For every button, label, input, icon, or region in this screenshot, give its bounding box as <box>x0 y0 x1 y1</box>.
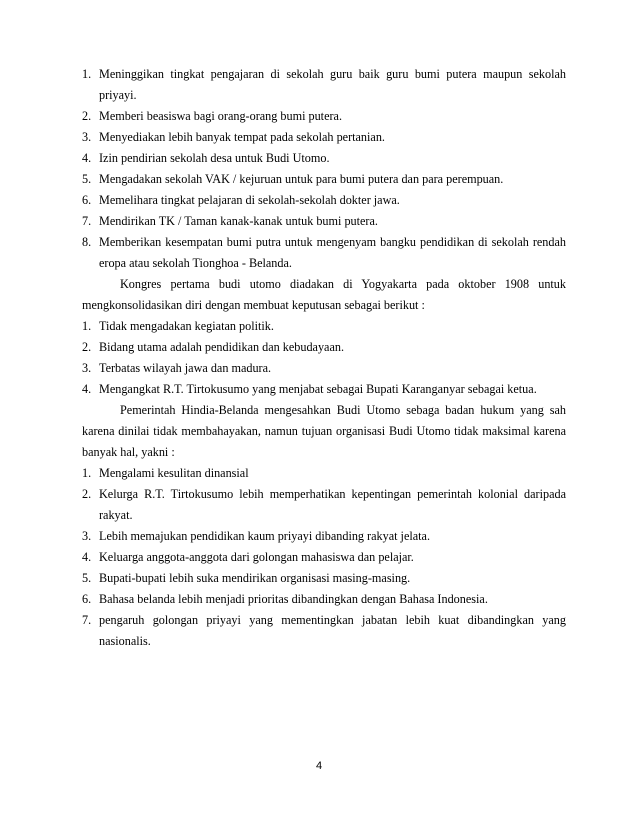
list-item <box>82 484 566 526</box>
list-text: Menyediakan lebih banyak tempat pada sekolah pertanian. <box>99 130 385 144</box>
list-item <box>82 211 566 232</box>
list-text: pengaruh golongan priyayi yang mementingkan jabatan lebih kuat dibandingkan yang nasionalis. <box>99 613 566 648</box>
program-list <box>82 64 566 274</box>
list-number: 3. <box>82 130 92 144</box>
list-item <box>82 337 566 358</box>
list-number: 1. <box>82 67 92 81</box>
list-number: 2. <box>82 109 92 123</box>
list-item <box>82 190 566 211</box>
list-number: 4. <box>82 550 92 564</box>
list-item <box>82 589 566 610</box>
list-item <box>82 379 566 400</box>
list-item <box>82 148 566 169</box>
list-item <box>82 316 566 337</box>
list-text: Kelurga R.T. Tirtokusumo lebih memperhatikan kepentingan pemerintah kolonial daripada rakyat. <box>99 487 566 522</box>
list-number: 4. <box>82 382 92 396</box>
list-item <box>82 610 566 652</box>
list-item <box>82 64 566 106</box>
list-text: Bahasa belanda lebih menjadi prioritas dibandingkan dengan Bahasa Indonesia. <box>99 592 488 606</box>
list-text: Memberi beasiswa bagi orang-orang bumi putera. <box>99 109 342 123</box>
list-item <box>82 169 566 190</box>
list-number: 5. <box>82 172 92 186</box>
list-number: 1. <box>82 319 92 333</box>
list-number: 3. <box>82 529 92 543</box>
list-text: Tidak mengadakan kegiatan politik. <box>99 319 274 333</box>
list-number: 2. <box>82 487 92 501</box>
list-text: Keluarga anggota-anggota dari golongan mahasiswa dan pelajar. <box>99 550 414 564</box>
list-number: 6. <box>82 193 92 207</box>
list-text: Memelihara tingkat pelajaran di sekolah-sekolah dokter jawa. <box>99 193 400 207</box>
list-text: Terbatas wilayah jawa dan madura. <box>99 361 272 375</box>
list-text: Memberikan kesempatan bumi putra untuk mengenyam bangku pendidikan di sekolah rendah eropa atau sekolah Tionghoa - Belanda. <box>99 235 566 270</box>
list-number: 5. <box>82 571 92 585</box>
list-number: 8. <box>82 235 92 249</box>
list-item <box>82 106 566 127</box>
list-text: Mengangkat R.T. Tirtokusumo yang menjabat sebagai Bupati Karanganyar sebagai ketua. <box>99 382 537 396</box>
list-text: Lebih memajukan pendidikan kaum priyayi dibanding rakyat jelata. <box>99 529 430 543</box>
list-item <box>82 463 566 484</box>
government-paragraph: Pemerintah Hindia-Belanda mengesahkan Budi Utomo sebaga badan hukum yang sah karena dinilai tidak membahayakan, namun tujuan organisasi Budi Utomo tidak maksimal karena banyak hal, yakni : <box>82 403 566 459</box>
list-item <box>82 526 566 547</box>
list-number: 6. <box>82 592 92 606</box>
list-text: Mengadakan sekolah VAK / kejuruan untuk para bumi putera dan para perempuan. <box>99 172 504 186</box>
congress-decisions-list <box>82 316 566 400</box>
list-number: 3. <box>82 361 92 375</box>
list-number: 2. <box>82 340 92 354</box>
list-text: Izin pendirian sekolah desa untuk Budi Utomo. <box>99 151 330 165</box>
obstacles-list <box>82 463 566 652</box>
page-number: 4 <box>315 760 323 772</box>
list-number: 7. <box>82 214 92 228</box>
list-item <box>82 232 566 274</box>
list-item <box>82 547 566 568</box>
list-number: 1. <box>82 466 92 480</box>
list-number: 4. <box>82 151 92 165</box>
page-content <box>82 64 566 652</box>
congress-paragraph: Kongres pertama budi utomo diadakan di Yogyakarta pada oktober 1908 untuk mengkonsolidasikan diri dengan membuat keputusan sebagai berikut : <box>82 277 566 312</box>
list-text: Mengalami kesulitan dinansial <box>99 466 249 480</box>
list-item <box>82 568 566 589</box>
list-number: 7. <box>82 613 92 627</box>
list-text: Bidang utama adalah pendidikan dan kebudayaan. <box>99 340 345 354</box>
list-text: Meninggikan tingkat pengajaran di sekolah guru baik guru bumi putera maupun sekolah priyayi. <box>99 67 566 102</box>
list-text: Mendirikan TK / Taman kanak-kanak untuk bumi putera. <box>99 214 378 228</box>
list-item <box>82 127 566 148</box>
list-text: Bupati-bupati lebih suka mendirikan organisasi masing-masing. <box>99 571 411 585</box>
list-item <box>82 358 566 379</box>
